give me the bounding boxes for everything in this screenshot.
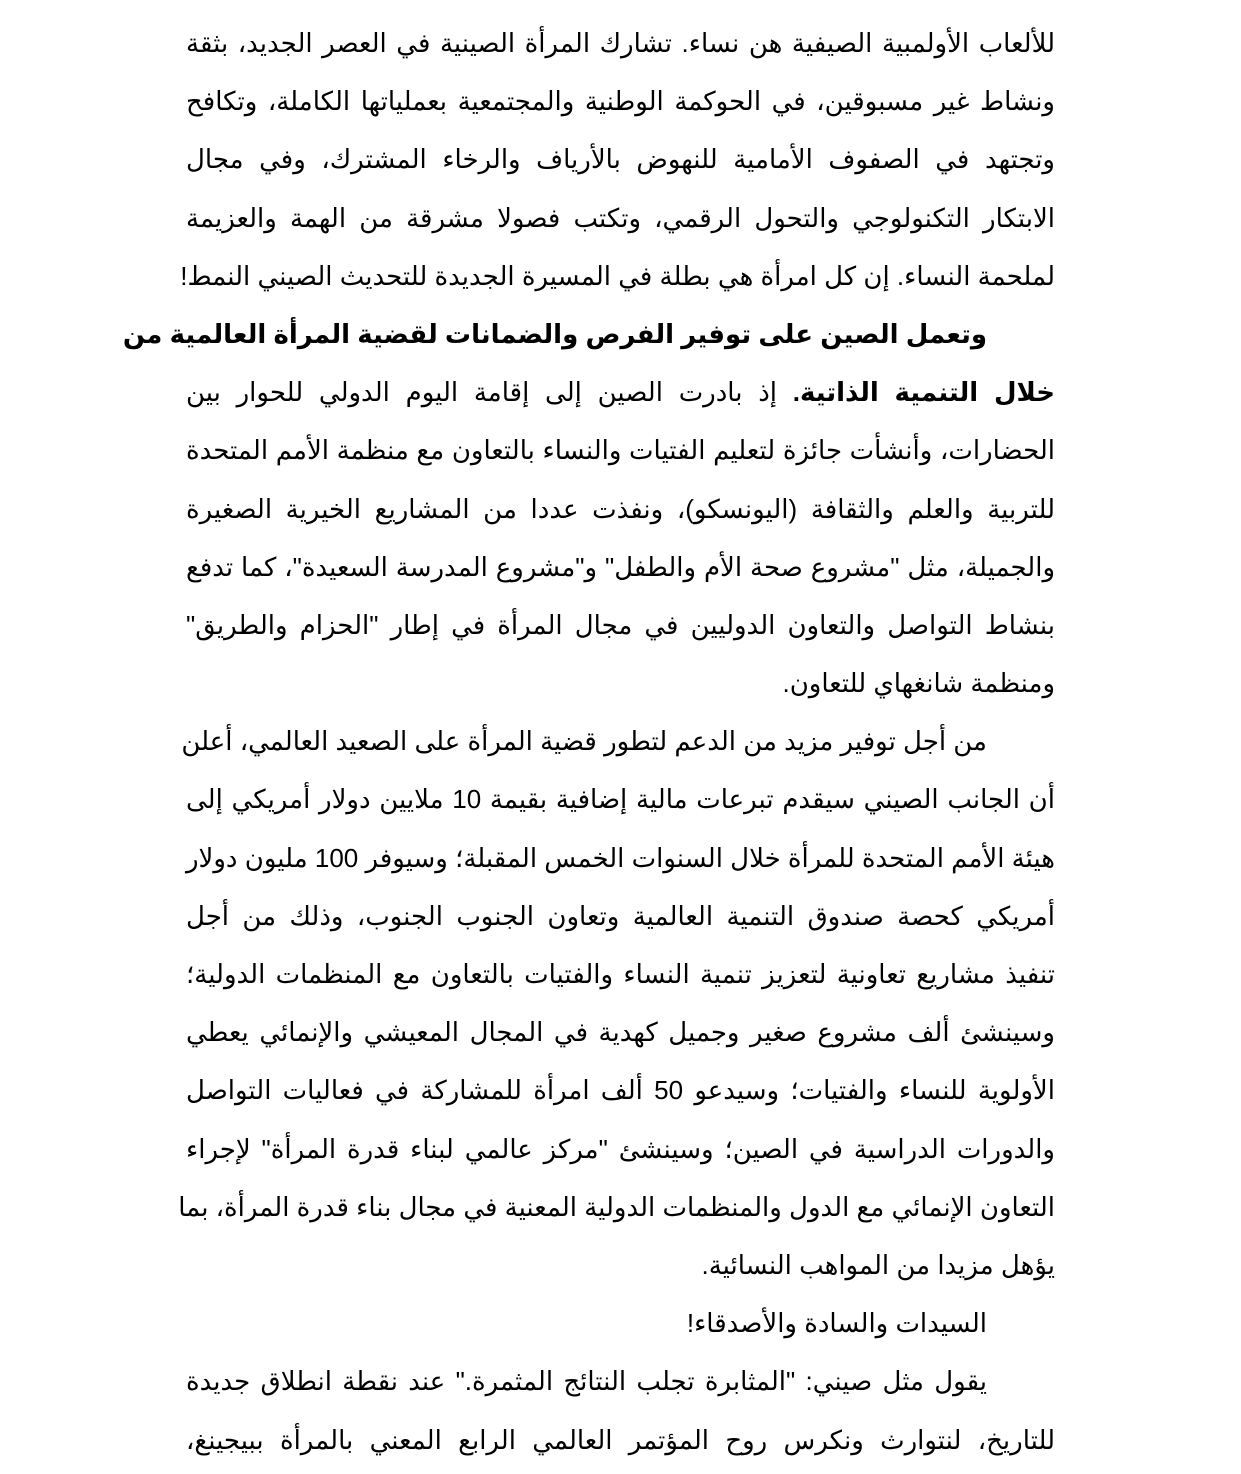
text-line: للألعاب الأولمبية الصيفية هن نساء. تشارك المرأة الصينية في العصر الجديد، بثقة bbox=[186, 28, 1055, 58]
bold-lead-line: وتعمل الصين على توفير الفرص والضمانات لقضية المرأة العالمية من bbox=[122, 318, 987, 349]
document-page bbox=[122, 14, 1056, 1469]
text-line: وسينشئ ألف مشروع صغير وجميل كهدية في المجال المعيشي والإنمائي يعطي bbox=[186, 1017, 1055, 1048]
text-line: ونشاط غير مسبوقين، في الحوكمة الوطنية والمجتمعية بعملياتها الكاملة، وتكافح bbox=[186, 86, 1055, 117]
text-line: والدورات الدراسية في الصين؛ وسينشئ "مركز عالمي لبناء قدرة المرأة" لإجراء bbox=[186, 1133, 1055, 1164]
paragraph-chinese-proverb bbox=[186, 1352, 1055, 1468]
text-line: ومنظمة شانغهاي للتعاون. bbox=[782, 668, 1055, 699]
text-line: يؤهل مزيدا من المواهب النسائية. bbox=[701, 1249, 1055, 1280]
text-line: يقول مثل صيني: "المثابرة تجلب النتائج المثمرة." عند نقطة انطلاق جديدة bbox=[186, 1366, 987, 1397]
text-line: الحضارات، وأنشأت جائزة لتعليم الفتيات والنساء بالتعاون مع منظمة الأمم المتحدة bbox=[186, 435, 1055, 466]
text-line: الابتكار التكنولوجي والتحول الرقمي، وتكتب فصولا مشرقة من الهمة والعزيمة bbox=[186, 202, 1055, 233]
paragraph-support-pledges bbox=[178, 712, 1055, 1294]
text-line: للتاريخ، لنتوارث ونكرس روح المؤتمر العالمي الرابع المعني بالمرأة ببيجينغ، bbox=[186, 1424, 1055, 1455]
text-line: الأولوية للنساء والفتيات؛ وسيدعو 50 ألف امرأة للمشاركة في فعاليات التواصل bbox=[186, 1075, 1055, 1106]
text-line: من أجل توفير مزيد من الدعم لتطور قضية المرأة على الصعيد العالمي، أعلن bbox=[181, 726, 987, 757]
text-line: وتجتهد في الصفوف الأمامية للنهوض بالأرياف والرخاء المشترك، وفي مجال bbox=[186, 144, 1055, 175]
text-line: تنفيذ مشاريع تعاونية لتعزيز تنمية النساء والفتيات بالتعاون مع المنظمات الدولية؛ bbox=[186, 959, 1055, 989]
salutation-line: السيدات والسادة والأصدقاء! bbox=[686, 1308, 987, 1339]
paragraph-women-achievements bbox=[180, 14, 1055, 305]
text-line: أمريكي كحصة صندوق التنمية العالمية وتعاون الجنوب الجنوب، وذلك من أجل bbox=[186, 900, 1055, 931]
text-line: هيئة الأمم المتحدة للمرأة خلال السنوات الخمس المقبلة؛ وسيوفر 100 مليون دولار bbox=[185, 842, 1055, 873]
text-line bbox=[186, 363, 1055, 421]
bold-lead-end: خلال التنمية الذاتية. bbox=[792, 377, 1056, 408]
text-line: بنشاط التواصل والتعاون الدوليين في مجال المرأة في إطار "الحزام والطريق" bbox=[186, 609, 1055, 640]
paragraph-salutation bbox=[186, 1294, 1055, 1352]
text-line: لملحمة النساء. إن كل امرأة هي بطلة في المسيرة الجديدة للتحديث الصيني النمط! bbox=[180, 260, 1055, 291]
text-line: التعاون الإنمائي مع الدول والمنظمات الدولية المعنية في مجال بناء قدرة المرأة، بما bbox=[178, 1191, 1055, 1222]
text-line: أن الجانب الصيني سيقدم تبرعات مالية إضافية بقيمة 10 ملايين دولار أمريكي إلى bbox=[186, 784, 1055, 815]
text-run: إذ بادرت الصين إلى إقامة اليوم الدولي للحوار بين bbox=[186, 377, 793, 408]
text-line: للتربية والعلم والثقافة (اليونسكو)، ونفذت عددا من المشاريع الخيرية الصغيرة bbox=[186, 493, 1055, 524]
paragraph-china-opportunities bbox=[122, 305, 1056, 712]
text-line: والجميلة، مثل "مشروع صحة الأم والطفل" و"مشروع المدرسة السعيدة"، كما تدفع bbox=[186, 551, 1055, 582]
